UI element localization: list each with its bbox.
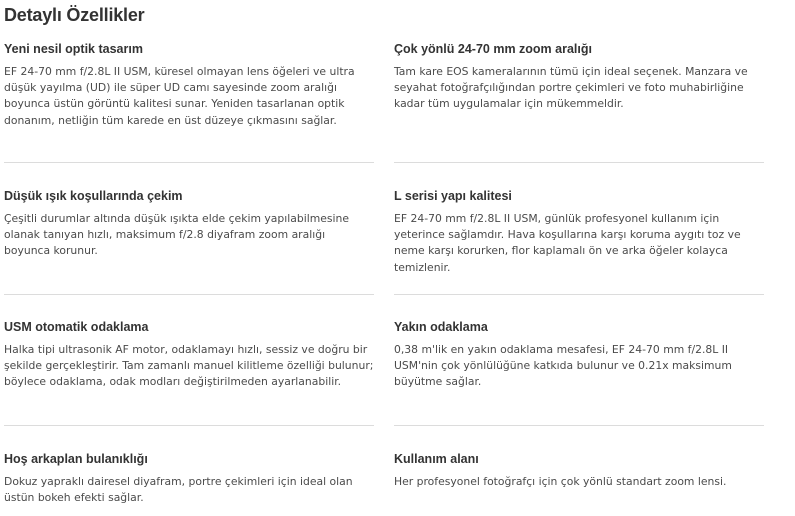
feature-title: Düşük ışık koşullarında çekim: [4, 189, 183, 203]
feature-low-light: [4, 188, 374, 260]
feature-title: L serisi yapı kalitesi: [394, 189, 512, 203]
divider: [394, 294, 764, 295]
feature-new-optical-design: [4, 41, 374, 129]
page-title: Detaylı Özellikler: [4, 5, 145, 25]
divider: [394, 162, 764, 163]
feature-description: EF 24-70 mm f/2.8L II USM, günlük profesyonel kullanım için yeterince sağlamdır. Hava koşullarına karşı koruma aygıtı toz ve neme karşı korurken, flor kaplamalı ön ve arka öğeler kolayca temizlenir.: [394, 212, 741, 274]
feature-usm-autofocus: [4, 319, 374, 391]
feature-description: EF 24-70 mm f/2.8L II USM, küresel olmayan lens öğeleri ve ultra düşük yayılma (UD) ile süper UD camı sayesinde zoom aralığı boyunca üstün görüntü kalitesi sunar. Yeniden tasarlanan optik donanım, netliğin tüm karede en üst düzeye çıkmasını sağlar.: [4, 65, 355, 127]
feature-l-series-build: [394, 188, 764, 276]
feature-close-focus: [394, 319, 764, 391]
feature-title: Hoş arkaplan bulanıklığı: [4, 452, 148, 466]
feature-usage-area: [394, 451, 764, 490]
feature-title: Kullanım alanı: [394, 452, 479, 466]
divider: [4, 162, 374, 163]
feature-title: Yeni nesil optik tasarım: [4, 42, 143, 56]
feature-description: Halka tipi ultrasonik AF motor, odaklamayı hızlı, sessiz ve doğru bir şekilde gerçekleştirir. Tam zamanlı manuel kilitleme özelliği bulunur; böylece odaklama, odak modları değiştirilmeden ayarlanabilir.: [4, 343, 374, 389]
divider: [4, 294, 374, 295]
divider: [394, 425, 764, 426]
feature-description: Dokuz yapraklı dairesel diyafram, portre çekimleri için ideal olan üstün bokeh efekti sağlar.: [4, 475, 353, 505]
feature-title: USM otomatik odaklama: [4, 320, 149, 334]
feature-zoom-range: [394, 41, 764, 113]
divider: [4, 425, 374, 426]
feature-description: Çeşitli durumlar altında düşük ışıkta elde çekim yapılabilmesine olanak tanıyan hızlı, maksimum f/2.8 diyafram zoom aralığı boyunca korunur.: [4, 212, 350, 258]
feature-description: 0,38 m'lik en yakın odaklama mesafesi, EF 24-70 mm f/2.8L II USM'nin çok yönlülüğüne katkıda bulunur ve 0.21x maksimum büyütme sağlar.: [394, 343, 732, 389]
feature-description: Tam kare EOS kameralarının tümü için ideal seçenek. Manzara ve seyahat fotoğrafçılığından portre çekimleri ve foto muhabirliğine kadar tüm uygulamalar için mükemmeldir.: [394, 65, 748, 111]
feature-title: Yakın odaklama: [394, 320, 488, 334]
feature-background-blur: [4, 451, 374, 506]
feature-title: Çok yönlü 24-70 mm zoom aralığı: [394, 42, 592, 56]
feature-description: Her profesyonel fotoğrafçı için çok yönlü standart zoom lensi.: [394, 475, 727, 488]
